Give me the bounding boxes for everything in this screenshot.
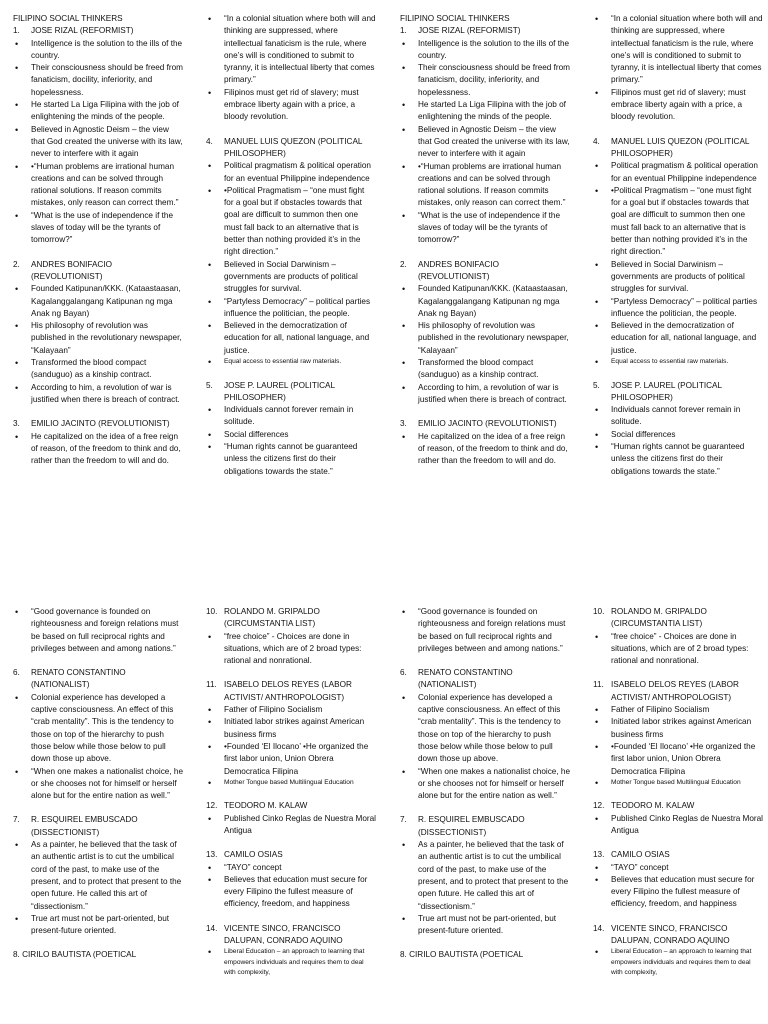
list-item: • “TAYO” concept xyxy=(593,862,763,874)
list-item: • “In a colonial situation where both will and thinking are suppressed, where intellectual fanaticism is the rule, where one’s will is conditioned to submit to tyranny, it is intellectual liberty that comes primary.” xyxy=(593,13,763,87)
heading-number: 5. xyxy=(593,380,600,390)
heading-jacinto xyxy=(400,418,570,430)
heading-number: 1. xyxy=(400,26,407,36)
list-item: • True art must not be part-oriented, but present-future oriented. xyxy=(13,913,183,938)
heading-sinco xyxy=(206,923,376,948)
list-item: • •Founded ‘El Ilocano’ •He organized the first labor union, Union Obrera Democratica Filipina xyxy=(593,741,763,778)
list-item: • He capitalized on the idea of a free reign of reason, of the freedom to think and do, rather than the freedom to will and do. xyxy=(13,431,183,468)
heading-text: JOSE RIZAL (REFORMIST) xyxy=(31,26,134,36)
list-item: • Filipinos must get rid of slavery; must embrace liberty again with a price, a bloody revolution. xyxy=(206,87,376,124)
list-item: • Social differences xyxy=(206,429,376,441)
heading-text: JOSE P. LAUREL (POLITICAL PHILOSOPHER) xyxy=(611,380,722,402)
list-item: • True art must not be part-oriented, but present-future oriented. xyxy=(400,913,570,938)
heading-number: 4. xyxy=(206,136,213,146)
heading-bonifacio xyxy=(400,259,570,284)
heading-number: 3. xyxy=(400,419,407,429)
list-item: • •“Human problems are irrational human creations and can be solved through rational solutions. If reason commits mistakes, only reason can correct them.” xyxy=(13,161,183,210)
heading-number: 6. xyxy=(13,668,20,678)
heading-number: 7. xyxy=(13,815,20,825)
list-item: • As a painter, he believed that the task of an authentic artist is to cut the umbilical cord of the past, to make use of the present, and to protect that present to the open future. He called this art of “dissectionism.” xyxy=(13,839,183,913)
heading-jacinto xyxy=(13,418,183,430)
list-item: • Liberal Education – an approach to learning that empowers individuals and requires them to deal with complexity, xyxy=(206,947,376,979)
column-4-bottom xyxy=(593,606,763,979)
list-item: • According to him, a revolution of war is justified when there is breach of contract. xyxy=(400,382,570,407)
list-item: • His philosophy of revolution was published in the revolutionary newspaper, “Kalayaan” xyxy=(400,320,570,357)
list-item: • He started La Liga Filipina with the job of enlightening the minds of the people. xyxy=(400,99,570,124)
list-item: • Intelligence is the solution to the ills of the country. xyxy=(13,38,183,63)
list-item: • As a painter, he believed that the task of an authentic artist is to cut the umbilical cord of the past, to make use of the present, and to protect that present to the open future. He called this art of “dissectionism.” xyxy=(400,839,570,913)
heading-text: R. ESQUIREL EMBUSCADO (DISSECTIONIST) xyxy=(418,815,525,837)
list-item: • Believed in the democratization of education for all, national language, and justice. xyxy=(593,320,763,357)
column-2-bottom xyxy=(206,606,376,979)
heading-delosreyes xyxy=(593,679,763,704)
list-item: • Political pragmatism & political operation for an eventual Philippine independence xyxy=(593,160,763,185)
list-item: • Mother Tongue based Multilingual Education xyxy=(593,778,763,789)
list-item: • According to him, a revolution of war is justified when there is breach of contract. xyxy=(13,382,183,407)
heading-text: VICENTE SINCO, FRANCISCO DALUPAN, CONRADO AQUINO xyxy=(224,923,343,946)
list-item: • “TAYO” concept xyxy=(206,862,376,874)
list-item: • “free choice” - Choices are done in situations, which are of 2 broad types: rational and nonrational. xyxy=(206,631,376,668)
list-item: • Liberal Education – an approach to learning that empowers individuals and requires them to deal with complexity, xyxy=(593,947,763,979)
list-item: • Individuals cannot forever remain in solitude. xyxy=(593,404,763,429)
list-item: • Father of Filipino Socialism xyxy=(593,704,763,716)
list-item: • Colonial experience has developed a captive consciousness. An effect of this “crab mentality”. This is the tendency to those on top of the hierarchy to push those below while those below to pull down those up above. xyxy=(400,692,570,766)
list-item: • Mother Tongue based Multilingual Education xyxy=(206,778,376,789)
heading-number: 11. xyxy=(206,680,217,690)
column-2-top xyxy=(206,13,376,478)
heading-bonifacio xyxy=(13,259,183,284)
list-item: • He capitalized on the idea of a free reign of reason, of the freedom to think and do, rather than the freedom to will and do. xyxy=(400,431,570,468)
list-item: • His philosophy of revolution was published in the revolutionary newspaper, “Kalayaan” xyxy=(13,320,183,357)
list-item: • •Founded ‘El Ilocano’ •He organized the first labor union, Union Obrera Democratica Filipina xyxy=(206,741,376,778)
heading-number: 13. xyxy=(593,850,605,860)
heading-gripaldo xyxy=(593,606,763,631)
heading-text: ANDRES BONIFACIO (REVOLUTIONIST) xyxy=(418,259,499,281)
heading-rizal xyxy=(13,25,183,37)
heading-text: ROLANDO M. GRIPALDO (CIRCUMSTANTIA LIST) xyxy=(611,607,707,629)
heading-constantino xyxy=(13,667,183,692)
list-item: • Social differences xyxy=(593,429,763,441)
column-4-top xyxy=(593,13,763,478)
heading-number: 3. xyxy=(13,419,20,429)
heading-text: JOSE RIZAL (REFORMIST) xyxy=(418,26,521,36)
heading-quezon xyxy=(593,136,763,161)
list-item: • Father of Filipino Socialism xyxy=(206,704,376,716)
list-item: • Equal access to essential raw materials. xyxy=(206,357,376,368)
heading-constantino xyxy=(400,667,570,692)
list-item: • “Good governance is founded on righteousness and foreign relations must be based on full reciprocal rights and privileges between and among nations.” xyxy=(13,606,183,655)
heading-text: CAMILO OSIAS xyxy=(224,850,283,860)
heading-gripaldo xyxy=(206,606,376,631)
list-item: • Founded Katipunan/KKK. (Kataastaasan, Kagalanggalangang Katipunan ng mga Anak ng Bayan) xyxy=(13,283,183,320)
list-item: • “Partyless Democracy” – political parties influence the politician, the people. xyxy=(593,296,763,321)
list-item: • “free choice” - Choices are done in situations, which are of 2 broad types: rational and nonrational. xyxy=(593,631,763,668)
heading-osias xyxy=(593,849,763,861)
heading-number: 14. xyxy=(593,923,605,933)
list-item: • Colonial experience has developed a captive consciousness. An effect of this “crab mentality”. This is the tendency to those on top of the hierarchy to push those below while those below to pull down those up above. xyxy=(13,692,183,766)
heading-text: ANDRES BONIFACIO (REVOLUTIONIST) xyxy=(31,259,112,281)
list-item: • Transformed the blood compact (sanduguo) as a kinship contract. xyxy=(400,357,570,382)
column-1-bottom xyxy=(13,606,183,962)
heading-kalaw xyxy=(593,800,763,812)
heading-number: 7. xyxy=(400,815,407,825)
list-item: • “When one makes a nationalist choice, he or she chooses not for himself or herself alone but for the entire nation as well.” xyxy=(13,766,183,803)
heading-text: TEODORO M. KALAW xyxy=(611,801,695,811)
heading-sinco xyxy=(593,923,763,948)
heading-laurel xyxy=(593,380,763,405)
heading-embuscado xyxy=(13,814,183,839)
heading-number: 2. xyxy=(400,259,407,269)
list-item: • “Partyless Democracy” – political parties influence the politician, the people. xyxy=(206,296,376,321)
heading-number: 5. xyxy=(206,380,213,390)
list-item: • Believed in Social Darwinism – governments are products of political struggles for survival. xyxy=(206,259,376,296)
list-item: • Transformed the blood compact (sanduguo) as a kinship contract. xyxy=(13,357,183,382)
list-item: • Initiated labor strikes against American business firms xyxy=(206,716,376,741)
heading-text: RENATO CONSTANTINO (NATIONALIST) xyxy=(31,668,126,690)
list-item: • Political pragmatism & political operation for an eventual Philippine independence xyxy=(206,160,376,185)
heading-number: 10. xyxy=(593,607,605,616)
heading-quezon xyxy=(206,136,376,161)
cut-off-heading: 8. CIRILO BAUTISTA (POETICAL xyxy=(13,950,137,960)
heading-rizal xyxy=(400,25,570,37)
column-3-top xyxy=(400,13,570,467)
column-3-bottom xyxy=(400,606,570,962)
heading-number: 1. xyxy=(13,26,20,36)
list-item: • “Human rights cannot be guaranteed unless the citizens first do their obligations towards the state.” xyxy=(593,441,763,478)
list-item: • Published Cinko Reglas de Nuestra Moral Antigua xyxy=(593,813,763,838)
heading-laurel xyxy=(206,380,376,405)
list-item: • Initiated labor strikes against American business firms xyxy=(593,716,763,741)
heading-number: 2. xyxy=(13,259,20,269)
heading-text: EMILIO JACINTO (REVOLUTIONIST) xyxy=(31,419,170,429)
column-1-top xyxy=(13,13,183,467)
heading-text: TEODORO M. KALAW xyxy=(224,801,308,811)
list-item: • Their consciousness should be freed from fanaticism, docility, inferiority, and hopelessness. xyxy=(400,62,570,99)
list-item: • Believed in Agnostic Deism – the view that God created the universe with its law, never to interfere with it again xyxy=(400,124,570,161)
heading-text: ROLANDO M. GRIPALDO (CIRCUMSTANTIA LIST) xyxy=(224,607,320,629)
cut-off-heading: 8. CIRILO BAUTISTA (POETICAL xyxy=(400,950,524,960)
heading-text: MANUEL LUIS QUEZON (POLITICAL PHILOSOPHER) xyxy=(611,136,750,158)
heading-number: 6. xyxy=(400,668,407,678)
list-item: • “In a colonial situation where both will and thinking are suppressed, where intellectual fanaticism is the rule, where one’s will is conditioned to submit to tyranny, it is intellectual liberty that comes primary.” xyxy=(206,13,376,87)
list-item: • •“Human problems are irrational human creations and can be solved through rational solutions. If reason commits mistakes, only reason can correct them.” xyxy=(400,161,570,210)
list-item: • Their consciousness should be freed from fanaticism, docility, inferiority, and hopelessness. xyxy=(13,62,183,99)
doc-title: FILIPINO SOCIAL THINKERS xyxy=(13,14,123,23)
heading-number: 10. xyxy=(206,607,218,616)
list-item: • Believed in Social Darwinism – governments are products of political struggles for survival. xyxy=(593,259,763,296)
list-item: • Equal access to essential raw materials. xyxy=(593,357,763,368)
heading-number: 14. xyxy=(206,923,218,933)
list-item: • •Political Pragmatism – “one must fight for a goal but if obstacles towards that goal are difficult to summon then one must fall back to an alternative that is better than nothing provided it’s in the right direction.” xyxy=(206,185,376,259)
list-item: • Founded Katipunan/KKK. (Kataastaasan, Kagalanggalangang Katipunan ng mga Anak ng Bayan) xyxy=(400,283,570,320)
list-item: • “Good governance is founded on righteousness and foreign relations must be based on full reciprocal rights and privileges between and among nations.” xyxy=(400,606,570,655)
list-item: • Believed in the democratization of education for all, national language, and justice. xyxy=(206,320,376,357)
list-item: • •Political Pragmatism – “one must fight for a goal but if obstacles towards that goal are difficult to summon then one must fall back to an alternative that is better than nothing provided it’s in the right direction.” xyxy=(593,185,763,259)
list-item: • “When one makes a nationalist choice, he or she chooses not for himself or herself alone but for the entire nation as well.” xyxy=(400,766,570,803)
doc-title: FILIPINO SOCIAL THINKERS xyxy=(400,14,510,23)
list-item: • Filipinos must get rid of slavery; must embrace liberty again with a price, a bloody revolution. xyxy=(593,87,763,124)
list-item: • Intelligence is the solution to the ills of the country. xyxy=(400,38,570,63)
heading-osias xyxy=(206,849,376,861)
heading-text: ISABELO DELOS REYES (LABOR ACTIVIST/ ANTHROPOLOGIST) xyxy=(224,680,352,702)
heading-text: R. ESQUIREL EMBUSCADO (DISSECTIONIST) xyxy=(31,815,138,837)
list-item: • Individuals cannot forever remain in solitude. xyxy=(206,404,376,429)
list-item: • Believes that education must secure for every Filipino the fullest measure of efficiency, freedom, and happiness xyxy=(593,874,763,911)
list-item: • “What is the use of independence if the slaves of today will be the tyrants of tomorrow?” xyxy=(400,210,570,247)
heading-text: RENATO CONSTANTINO (NATIONALIST) xyxy=(418,668,513,690)
list-item: • Published Cinko Reglas de Nuestra Moral Antigua xyxy=(206,813,376,838)
heading-number: 11. xyxy=(593,680,604,690)
list-item: • “Human rights cannot be guaranteed unless the citizens first do their obligations towards the state.” xyxy=(206,441,376,478)
heading-number: 12. xyxy=(593,801,605,811)
list-item: • “What is the use of independence if the slaves of today will be the tyrants of tomorrow?” xyxy=(13,210,183,247)
heading-text: JOSE P. LAUREL (POLITICAL PHILOSOPHER) xyxy=(224,380,335,402)
list-item: • He started La Liga Filipina with the job of enlightening the minds of the people. xyxy=(13,99,183,124)
heading-embuscado xyxy=(400,814,570,839)
heading-number: 12. xyxy=(206,801,218,811)
heading-number: 4. xyxy=(593,136,600,146)
heading-text: VICENTE SINCO, FRANCISCO DALUPAN, CONRADO AQUINO xyxy=(611,923,730,946)
heading-text: MANUEL LUIS QUEZON (POLITICAL PHILOSOPHER) xyxy=(224,136,363,158)
list-item: • Believes that education must secure for every Filipino the fullest measure of efficiency, freedom, and happiness xyxy=(206,874,376,911)
heading-delosreyes xyxy=(206,679,376,704)
list-item: • Believed in Agnostic Deism – the view that God created the universe with its law, never to interfere with it again xyxy=(13,124,183,161)
heading-text: CAMILO OSIAS xyxy=(611,850,670,860)
heading-text: ISABELO DELOS REYES (LABOR ACTIVIST/ ANTHROPOLOGIST) xyxy=(611,680,739,702)
heading-text: EMILIO JACINTO (REVOLUTIONIST) xyxy=(418,419,557,429)
heading-number: 13. xyxy=(206,850,218,860)
heading-kalaw xyxy=(206,800,376,812)
